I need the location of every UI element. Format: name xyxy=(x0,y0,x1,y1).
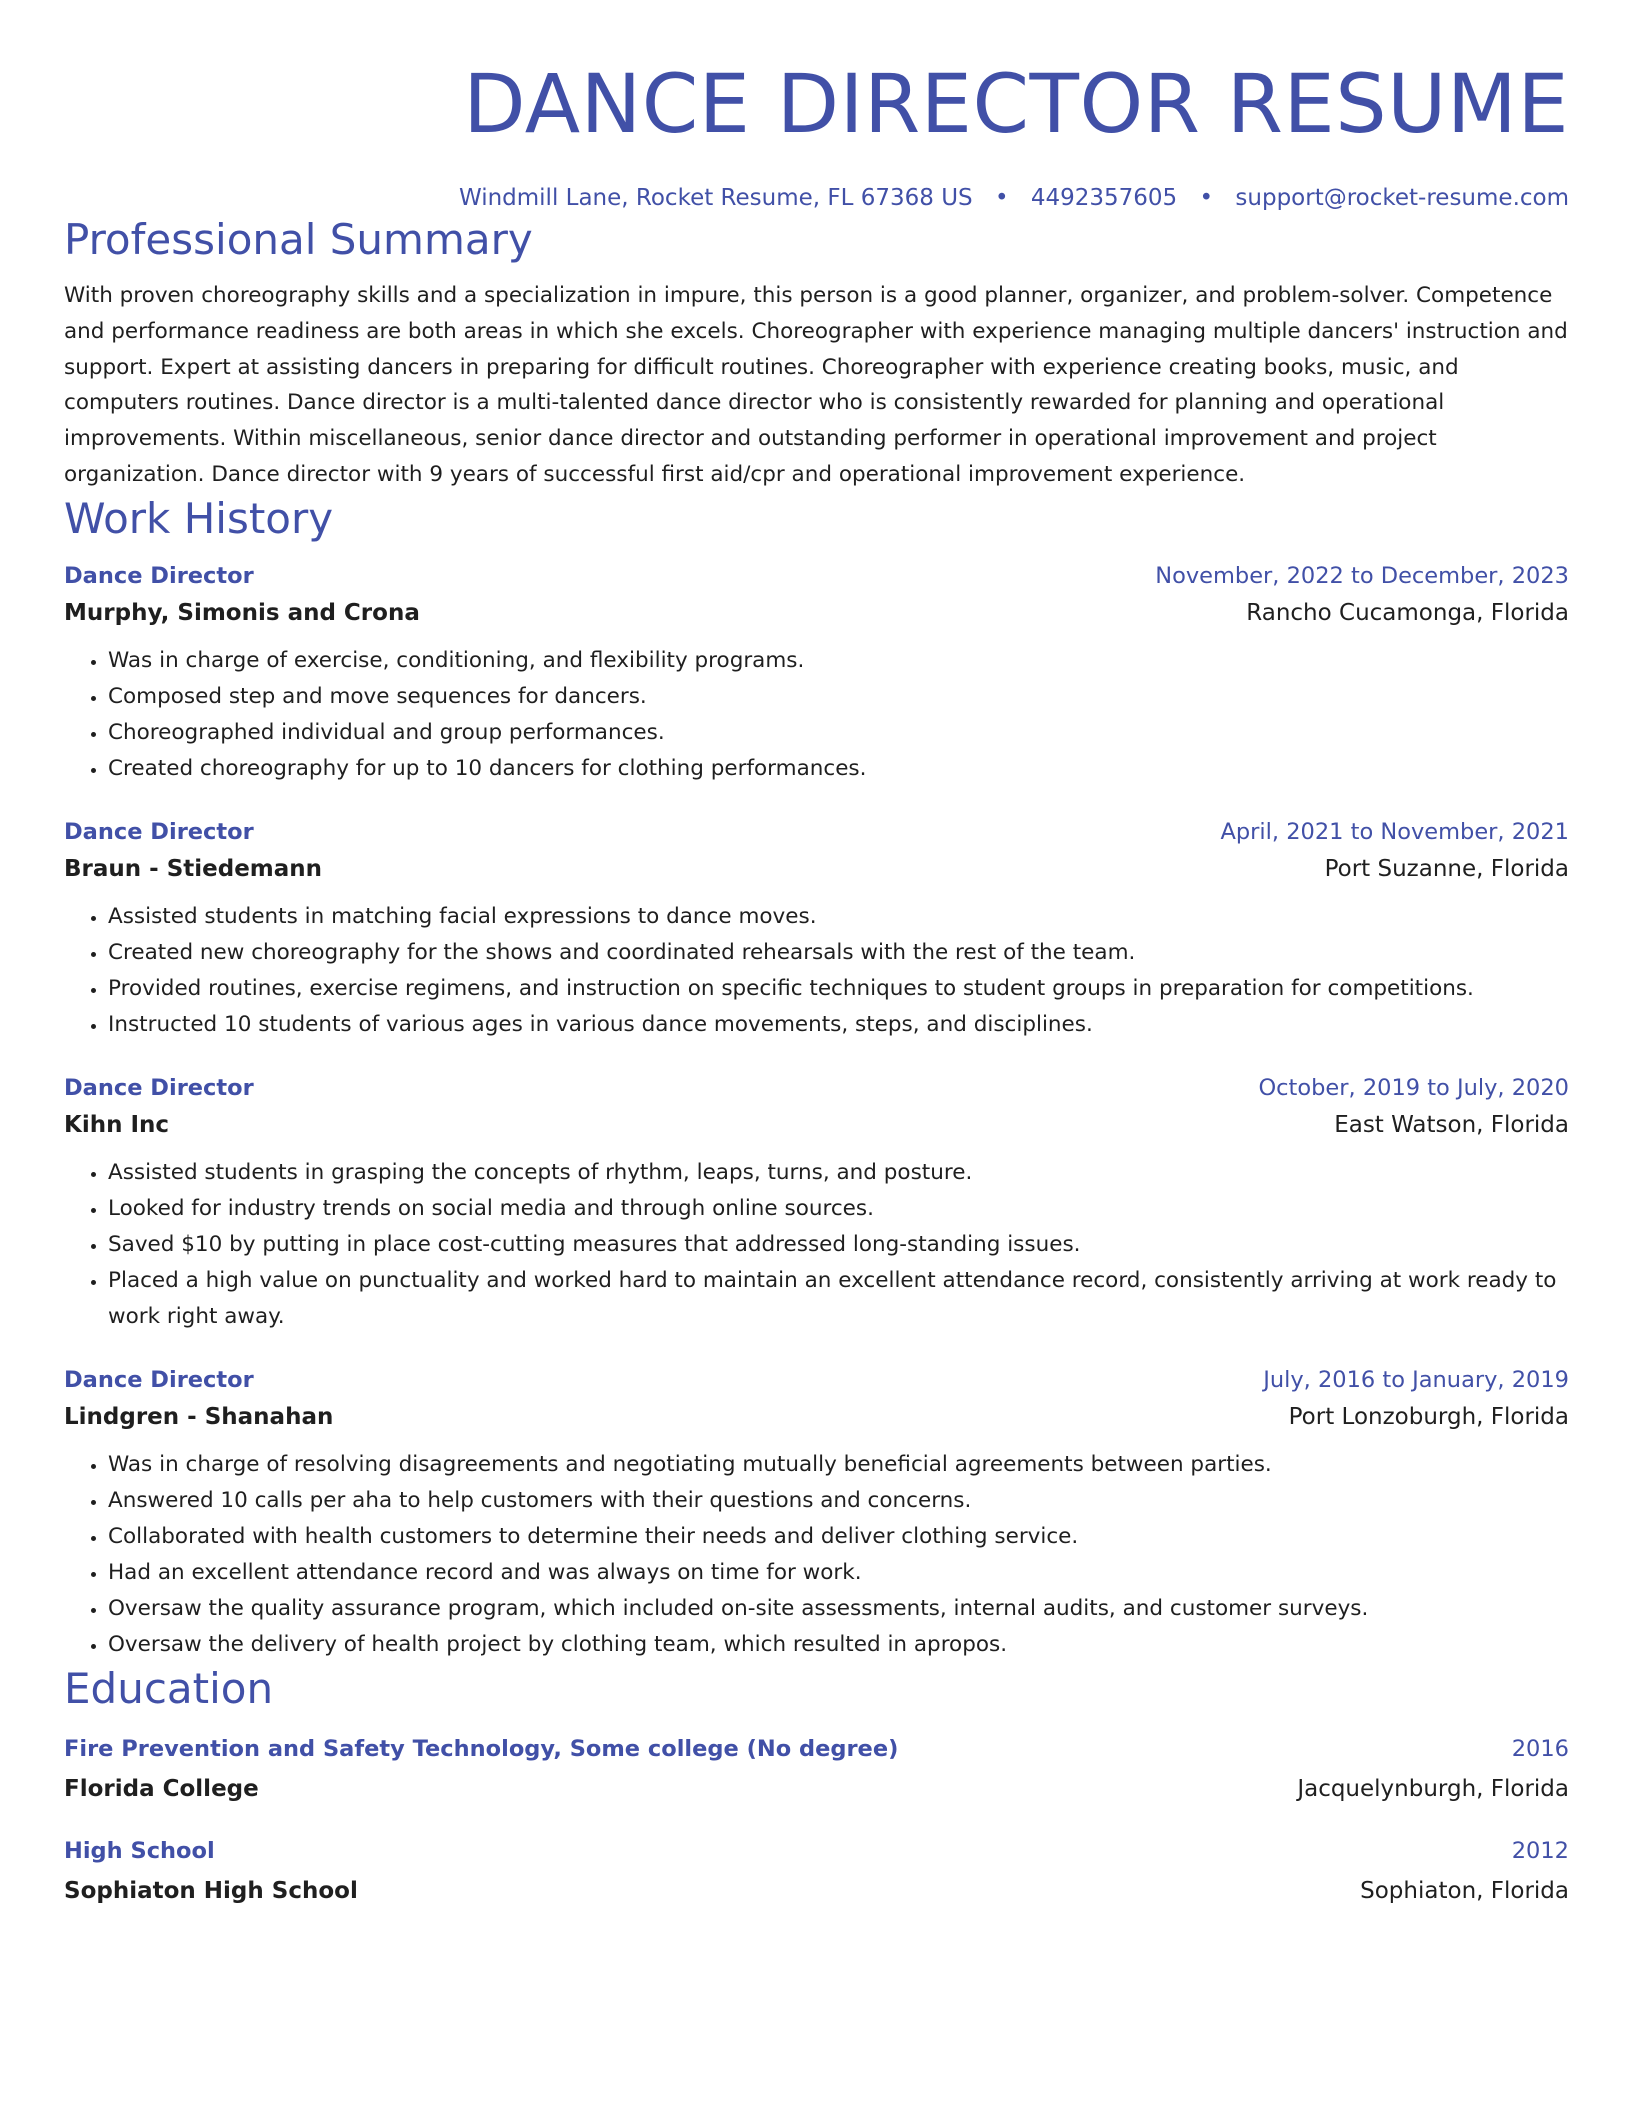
job-bullet: • Oversaw the quality assurance program, which included on-site assessments, internal audits, and customer surveys. xyxy=(108,1591,1569,1627)
education-degree: Fire Prevention and Safety Technology, Some college (No degree) xyxy=(64,1735,899,1762)
resume-header xyxy=(64,0,1569,214)
education-degree: High School xyxy=(64,1837,215,1864)
job-bullet: • Oversaw the delivery of health project by clothing team, which resulted in apropos. xyxy=(108,1627,1569,1663)
education-location: Sophiaton, Florida xyxy=(1360,1877,1569,1904)
work-history-section xyxy=(64,493,1569,1663)
job-bullet: • Was in charge of exercise, conditioning, and flexibility programs. xyxy=(108,643,1569,679)
job-bullets xyxy=(64,1447,1569,1663)
job-entry xyxy=(64,1363,1569,1663)
resume-title: DANCE DIRECTOR RESUME xyxy=(463,58,1569,152)
contact-separator: • xyxy=(994,185,1009,211)
contact-email: support@rocket-resume.com xyxy=(1235,185,1569,211)
education-section xyxy=(64,1663,1569,1911)
job-location: Port Lonzoburgh, Florida xyxy=(1288,1403,1569,1430)
job-bullet: • Choreographed individual and group performances. xyxy=(108,715,1569,751)
contact-separator: • xyxy=(1199,185,1214,211)
job-title: Dance Director xyxy=(64,1074,254,1101)
job-title: Dance Director xyxy=(64,818,254,845)
job-dates: April, 2021 to November, 2021 xyxy=(1220,818,1569,845)
education-year: 2016 xyxy=(1511,1735,1569,1762)
job-bullets xyxy=(64,899,1569,1043)
job-dates: July, 2016 to January, 2019 xyxy=(1263,1366,1569,1393)
work-history-heading: Work History xyxy=(64,493,334,543)
education-school: Florida College xyxy=(64,1775,259,1802)
job-dates: October, 2019 to July, 2020 xyxy=(1258,1074,1569,1101)
job-entry xyxy=(64,1071,1569,1335)
job-bullet: • Instructed 10 students of various ages in various dance movements, steps, and disciplines. xyxy=(108,1007,1569,1043)
summary-heading: Professional Summary xyxy=(64,215,533,264)
job-bullets xyxy=(64,1155,1569,1335)
job-bullet: • Saved $10 by putting in place cost-cutting measures that addressed long-standing issues. xyxy=(108,1227,1569,1263)
job-entry xyxy=(64,559,1569,787)
job-bullet: • Assisted students in grasping the concepts of rhythm, leaps, turns, and posture. xyxy=(108,1155,1569,1191)
contact-line xyxy=(64,182,1569,214)
education-entry xyxy=(64,1831,1569,1911)
contact-phone: 4492357605 xyxy=(1030,185,1178,211)
summary-text: With proven choreography skills and a specialization in impure, this person is a good planner, organizer, and problem-solver. Competence and performance readiness are both areas in which she excels. Choreographer with experience managing multiple dancers' instruction and support. Expert at assisting dancers in preparing for difficult routines. Choreographer with experience creating books, music, and computers routines. Dance director is a multi-talented dance director who is consistently rewarded for planning and operational improvements. Within miscellaneous, senior dance director and outstanding performer in operational improvement and project organization. Dance director with 9 years of successful first aid/cpr and operational improvement experience. xyxy=(64,283,1568,487)
job-location: East Watson, Florida xyxy=(1334,1111,1569,1138)
job-entry xyxy=(64,815,1569,1043)
job-bullet: • Collaborated with health customers to determine their needs and deliver clothing service. xyxy=(108,1519,1569,1555)
job-location: Rancho Cucamonga, Florida xyxy=(1246,599,1569,626)
job-company: Kihn Inc xyxy=(64,1111,170,1138)
education-school: Sophiaton High School xyxy=(64,1877,358,1904)
education-heading: Education xyxy=(64,1663,274,1713)
job-dates: November, 2022 to December, 2023 xyxy=(1155,562,1569,589)
job-location: Port Suzanne, Florida xyxy=(1324,855,1569,882)
job-title: Dance Director xyxy=(64,562,254,589)
job-bullet: • Answered 10 calls per aha to help customers with their questions and concerns. xyxy=(108,1483,1569,1519)
job-bullet: • Composed step and move sequences for dancers. xyxy=(108,679,1569,715)
job-bullet: • Was in charge of resolving disagreements and negotiating mutually beneficial agreements between parties. xyxy=(108,1447,1569,1483)
job-bullet: • Assisted students in matching facial expressions to dance moves. xyxy=(108,899,1569,935)
job-bullet: • Placed a high value on punctuality and worked hard to maintain an excellent attendance record, consistently arriving at work ready to work right away. xyxy=(108,1263,1569,1335)
job-company: Murphy, Simonis and Crona xyxy=(64,599,420,626)
education-entry xyxy=(64,1729,1569,1809)
job-company: Lindgren - Shanahan xyxy=(64,1403,334,1430)
contact-address: Windmill Lane, Rocket Resume, FL 67368 US xyxy=(458,185,973,211)
job-bullet: • Provided routines, exercise regimens, and instruction on specific techniques to student groups in preparation for competitions. xyxy=(108,971,1569,1007)
education-location: Jacquelynburgh, Florida xyxy=(1297,1775,1569,1802)
job-bullet: • Looked for industry trends on social media and through online sources. xyxy=(108,1191,1569,1227)
job-bullet: • Created new choreography for the shows and coordinated rehearsals with the rest of the team. xyxy=(108,935,1569,971)
summary-section xyxy=(64,214,1569,493)
education-year: 2012 xyxy=(1511,1837,1569,1864)
job-bullet: • Created choreography for up to 10 dancers for clothing performances. xyxy=(108,751,1569,787)
job-company: Braun - Stiedemann xyxy=(64,855,323,882)
job-title: Dance Director xyxy=(64,1366,254,1393)
job-bullets xyxy=(64,643,1569,787)
job-bullet: • Had an excellent attendance record and was always on time for work. xyxy=(108,1555,1569,1591)
